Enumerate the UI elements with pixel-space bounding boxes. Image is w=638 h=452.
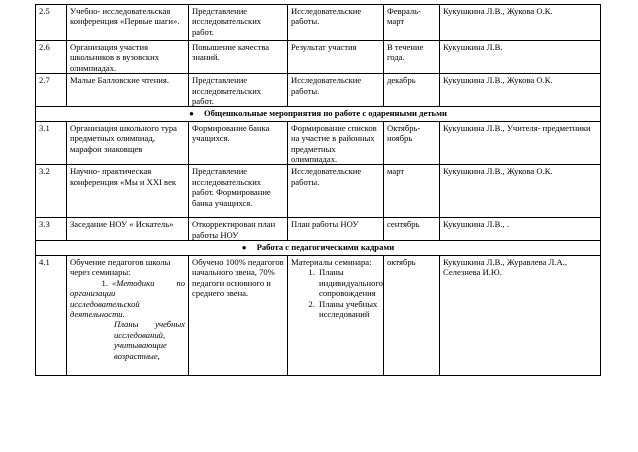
responsible-cell: Кукушкина Л.В., .: [440, 218, 601, 241]
event-cell: Заседание НОУ « Искатель»: [67, 218, 189, 241]
list-item: 2. Планы учебных исследований: [317, 299, 380, 320]
term-cell: март: [384, 165, 440, 218]
product-cell: [288, 255, 384, 375]
responsible-cell: Кукушкина Л.В., Учителя- предметники: [440, 121, 601, 165]
row-number: 2.6: [36, 41, 67, 74]
event-cell: [67, 255, 189, 375]
result-cell: Обучено 100% педагогов начального звена, 70% педагоги основного и среднего звена.: [189, 255, 288, 375]
section-title: Работа с педагогическими кадрами: [256, 242, 395, 253]
row-number: 3.1: [36, 121, 67, 165]
product-cell: Формирование списков на участие в районных предметных олимпиадах.: [288, 121, 384, 165]
result-cell: Представление исследовательских работ.: [189, 5, 288, 41]
section-row: [36, 241, 601, 255]
term-cell: октябрь: [384, 255, 440, 375]
row-number: 4.1: [36, 255, 67, 375]
result-cell: Повышение качества знаний.: [189, 41, 288, 74]
term-cell: сентябрь: [384, 218, 440, 241]
row-number: 3.3: [36, 218, 67, 241]
term-cell: В течение года.: [384, 41, 440, 74]
bullet-icon: ●: [189, 109, 194, 119]
product-cell: Исследовательские работы.: [288, 74, 384, 107]
row-number: 2.7: [36, 74, 67, 107]
responsible-cell: Кукушкина Л.В., Жукова О.К.: [440, 165, 601, 218]
table-row: [36, 41, 601, 74]
event-cell: Организация участия школьников в вузовских олимпиадах.: [67, 41, 189, 74]
section-row: [36, 107, 601, 121]
event-cell: Научно- практическая конференция «Мы и XXI век: [67, 165, 189, 218]
product-cell: Результат участия: [288, 41, 384, 74]
table-row: [36, 74, 601, 107]
product-intro: Материалы семинара:: [291, 256, 372, 267]
responsible-cell: Кукушкина Л.В., Жукова О.К.: [440, 5, 601, 41]
result-cell: Откорректирован план работы НОУ: [189, 218, 288, 241]
result-cell: Представление исследовательских работ.: [189, 74, 288, 107]
table-row: [36, 165, 601, 218]
product-cell: План работы НОУ: [288, 218, 384, 241]
result-cell: Представление исследовательских работ. Формирование банка учащихся.: [189, 165, 288, 218]
list-item: 1. Планы индивидуального сопровождения: [317, 267, 380, 298]
event-cell: Учебно- исследовательская конференция «Первые шаги».: [67, 5, 189, 41]
table-row: [36, 218, 601, 241]
product-cell: Исследовательские работы.: [288, 5, 384, 41]
term-cell: Февраль- март: [384, 5, 440, 41]
product-cell: Исследовательские работы.: [288, 165, 384, 218]
term-cell: Октябрь- ноябрь: [384, 121, 440, 165]
responsible-cell: Кукушкина Л.В., Жукова О.К.: [440, 74, 601, 107]
product-list: [291, 267, 383, 319]
responsible-cell: Кукушкина Л.В., Журавлева Л.А., Селезнева И.Ю.: [440, 255, 601, 375]
bullet-icon: ●: [241, 243, 247, 253]
result-cell: Формирование банка учащихся.: [189, 121, 288, 165]
table-row: [36, 255, 601, 375]
table-row: [36, 121, 601, 165]
row-number: 2.5: [36, 5, 67, 41]
event-cell: Организация школьного тура предметных олимпиад, марафон знаковщев: [67, 121, 189, 165]
row-number: 3.2: [36, 165, 67, 218]
plan-table: [35, 4, 601, 376]
event-cell: Малые Балловские чтения.: [67, 74, 189, 107]
section-title: Общешкольные мероприятия по работе с одаренными детьми: [203, 108, 447, 119]
event-intro: Обучение педагогов школы через семинары:: [70, 256, 171, 278]
table-row: [36, 5, 601, 41]
responsible-cell: Кукушкина Л.В.: [440, 41, 601, 74]
event-item-number: 1.: [101, 277, 108, 288]
event-item: [70, 278, 185, 320]
event-item-text: «Методики по организации исследовательской деятельности.: [70, 277, 185, 319]
event-item-continued: Планы учебных исследований, учитывающие возрастные,: [114, 319, 185, 361]
term-cell: декабрь: [384, 74, 440, 107]
